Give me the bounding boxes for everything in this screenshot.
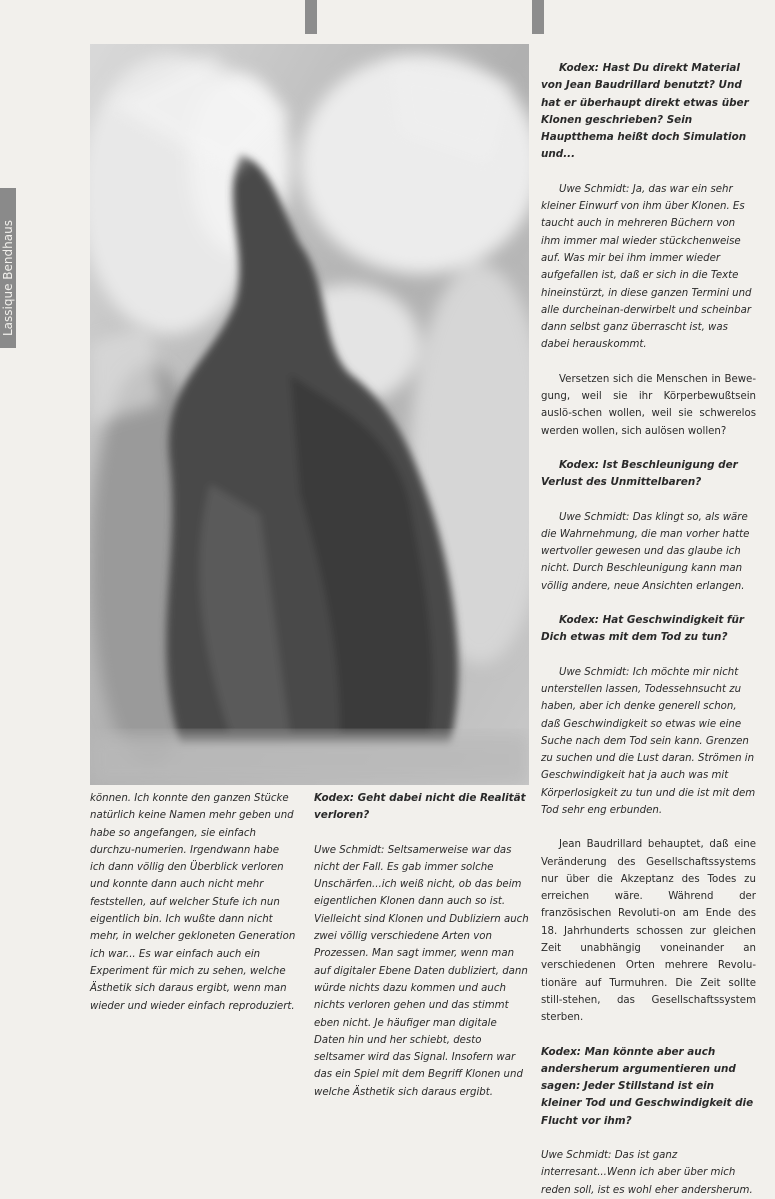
question-text: Kodex: Geht dabei nicht die Realität verloren? <box>314 792 526 822</box>
blurred-figure-image <box>90 44 529 785</box>
header-tab-left <box>305 0 317 34</box>
answer-text: Uwe Schmidt: Seltsamerweise war das nicht der Fall. Es gab immer solche Unschärfen...ich weiß nicht, ob das beim eigentlichen Klonen dann auch so ist. Vielleicht sind Klonen und Dubliziern auch zwei völlig verschiedene Arten von Prozessen. Man sagt immer, wenn man auf digitaler Ebene Daten dubliziert, dann würde nichts dazu kommen und auch nichts verloren gehen und das stimmt eben nicht. Je häufiger man digitale Daten hin und her schiebt, desto seltsamer wird das Signal. Insofern war das ein Spiel mit dem Begriff Klonen und welche Ästhetik sich daraus ergibt. <box>314 844 529 1098</box>
question-text: Kodex: Ist Beschleunigung der Verlust des Unmittelbaren? <box>541 458 738 489</box>
answer-text: können. Ich konnte den ganzen Stücke natürlich keine Namen mehr geben und habe so angefangen, sie einfach durchzu-numerien. Irgendwann habe ich dann völlig den Überblick verloren und konnte dann auch nicht mehr feststellen, auf welcher Stufe ich nun eigentlich bin. Ich wußte dann nicht mehr, in welcher gekloneten Generation ich war... Es war einfach auch ein Experiment für mich zu sehen, welche Ästhetik sich daraus ergibt, wenn man wieder und wieder einfach reproduziert. <box>90 793 296 1012</box>
question-text: Kodex: Hast Du direkt Material von Jean Baudrillard benutzt? Und hat er überhaupt direkt etwas über Klonen geschrieben? Sein Hauptthema heißt doch Simulation und... <box>541 62 749 161</box>
column-right <box>541 60 756 1199</box>
body-paragraph: Versetzen sich die Menschen in Bewe-gung, weil sie ihr Körperbewußtsein auslö-schen wollen, weil sie schwerelos werden wollen, sich aulösen wollen? <box>541 373 756 437</box>
answer-text: Uwe Schmidt: Ich möchte mir nicht unterstellen lassen, Todessehnsucht zu haben, aber ich denke generell schon, daß Geschwindigkeit so etwas wie eine Suche nach dem Tod sein kann. Grenzen zu suchen und die Lust daran. Strömen in Geschwindigkeit hat ja auch was mit Körperlosigkeit zu tun und die ist mit dem Tod sehr eng erbunden. <box>541 666 756 816</box>
header-tab-right <box>532 0 544 34</box>
answer-text: Uwe Schmidt: Das ist ganz interresant...Wenn ich aber über mich reden soll, ist es wohl eher andersherum. <box>541 1150 753 1196</box>
answer-text: Uwe Schmidt: Ja, das war ein sehr kleiner Einwurf von ihm über Klonen. Es taucht auch in mehreren Büchern von ihm immer mal wieder stückchenweise auf. Was mir bei ihm immer wieder aufgefallen ist, daß er sich in die Texte hineinstürzt, in diese ganzen Termini und alle durcheinan-derwirbelt und scheinbar dann selbst ganz überrascht ist, was dabei herauskommt. <box>541 183 752 351</box>
question-text: Kodex: Hat Geschwindigkeit für Dich etwas mit dem Tod zu tun? <box>541 614 744 644</box>
column-middle <box>314 790 529 1101</box>
side-tab-label: Lassique Bendhaus <box>1 220 15 336</box>
column-left <box>90 790 296 1015</box>
question-text: Kodex: Man könnte aber auch andersherum argumentieren und sagen: Jeder Stillstand ist ein kleiner Tod und Geschwindigkeit die Flucht vor ihm? <box>541 1045 754 1127</box>
body-paragraph: Jean Baudrillard behauptet, daß eine Veränderung des Gesellschaftssystems nur über die Akzeptanz des Todes zu erreichen wäre. Während der französischen Revoluti-on am Ende des 18. Jahrhunderts schossen zur gleichen Zeit unabhängig voneinander an verschiedenen Orten mehrere Revolu-tionäre auf Turmuhren. Die Zeit sollte still-stehen, das Gesellschaftssystem sterben. <box>541 839 756 1024</box>
answer-text: Uwe Schmidt: Das klingt so, als wäre die Wahrnehmung, die man vorher hatte wertvoller gewesen und das glaube ich nicht. Durch Beschleunigung kann man völlig andere, neue Ansichten erlangen. <box>541 511 750 592</box>
blurred-photo <box>90 44 529 785</box>
